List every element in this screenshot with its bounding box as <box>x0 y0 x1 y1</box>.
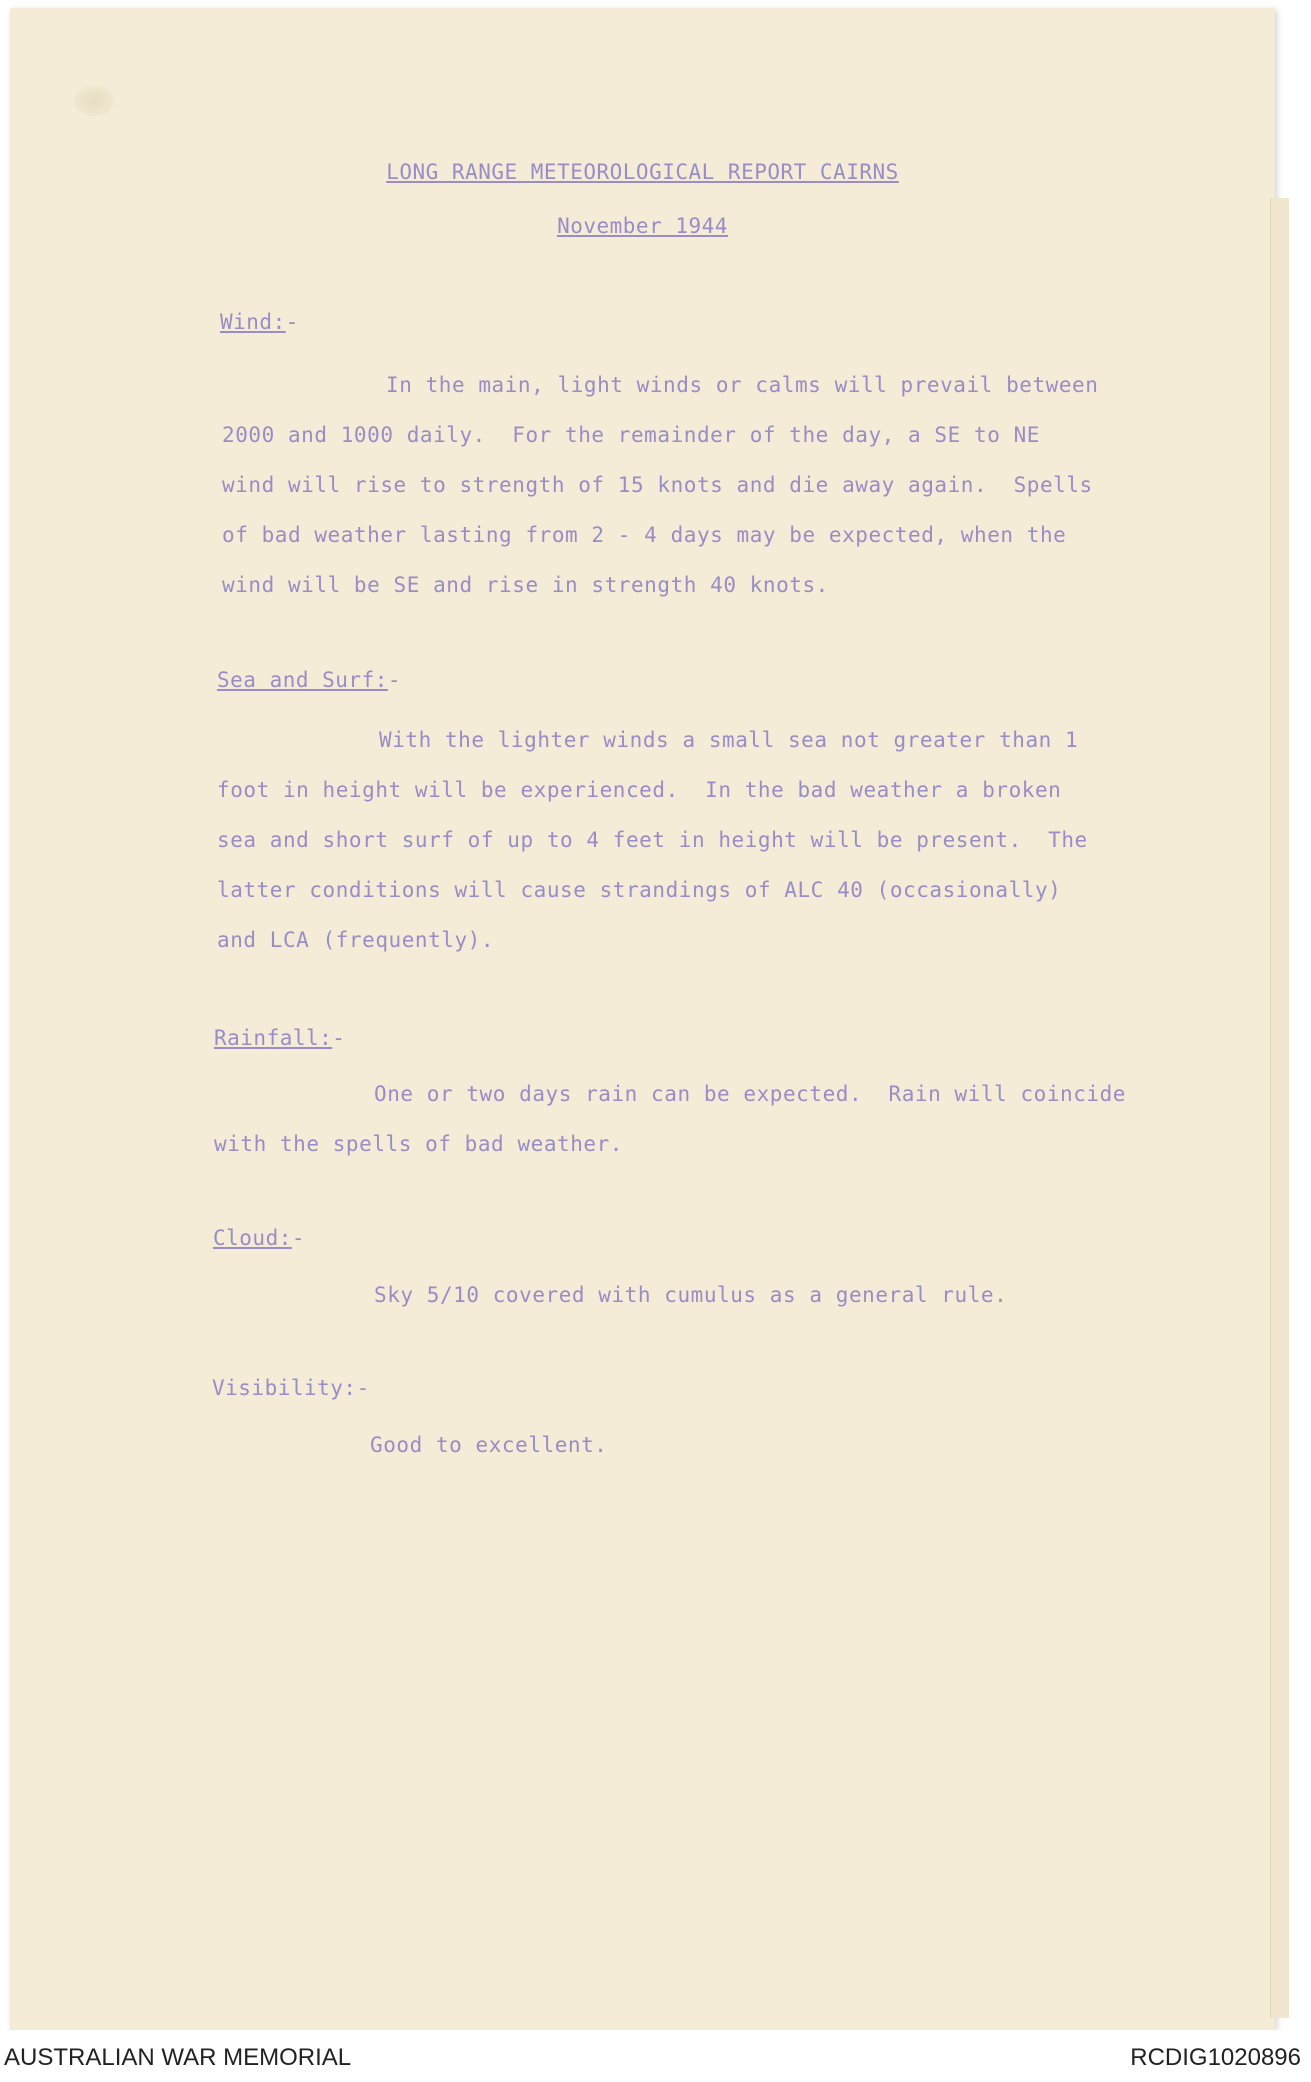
text-line: and LCA (frequently). <box>217 928 495 952</box>
section-body-cloud <box>374 1270 1007 1320</box>
document-title: LONG RANGE METEOROLOGICAL REPORT CAIRNS <box>386 160 899 184</box>
text-line: Good to excellent. <box>370 1433 608 1457</box>
section-body-sea-and-surf <box>217 715 1088 965</box>
section-body-visibility <box>370 1420 607 1470</box>
text-line: foot in height will be experienced. In the bad weather a broken <box>217 778 1062 802</box>
text-line: 2000 and 1000 daily. For the remainder of the day, a SE to NE <box>222 423 1040 447</box>
text-line: wind will be SE and rise in strength 40 knots. <box>222 573 829 597</box>
text-line: with the spells of bad weather. <box>214 1132 623 1156</box>
footer-bar <box>0 2030 1311 2082</box>
document-subtitle: November 1944 <box>557 214 728 238</box>
section-heading-cloud: Cloud:- <box>213 1226 306 1250</box>
text-line: sea and short surf of up to 4 feet in height will be present. The <box>217 828 1088 852</box>
text-line: In the main, light winds or calms will prevail between <box>386 373 1099 397</box>
page-edge <box>1270 198 1289 2018</box>
paper-stain <box>74 86 114 116</box>
section-heading-rainfall: Rainfall:- <box>214 1026 346 1050</box>
section-body-rainfall <box>214 1069 1126 1169</box>
text-line: One or two days rain can be expected. Rain will coincide <box>374 1082 1127 1106</box>
footer-id: RCDIG1020896 <box>1130 2044 1301 2071</box>
footer-source: AUSTRALIAN WAR MEMORIAL <box>4 2044 352 2071</box>
text-line: Sky 5/10 covered with cumulus as a general rule. <box>374 1283 1008 1307</box>
text-line: wind will rise to strength of 15 knots and die away again. Spells <box>222 473 1093 497</box>
section-heading-wind: Wind:- <box>220 310 299 334</box>
text-line: latter conditions will cause strandings of ALC 40 (occasionally) <box>217 878 1062 902</box>
text-line: With the lighter winds a small sea not greater than 1 <box>379 728 1079 752</box>
section-body-wind <box>222 360 1098 610</box>
text-line: of bad weather lasting from 2 - 4 days may be expected, when the <box>222 523 1067 547</box>
document-page <box>10 8 1275 2030</box>
section-heading-visibility: Visibility:- <box>212 1376 370 1400</box>
section-heading-sea-and-surf: Sea and Surf:- <box>217 668 402 692</box>
